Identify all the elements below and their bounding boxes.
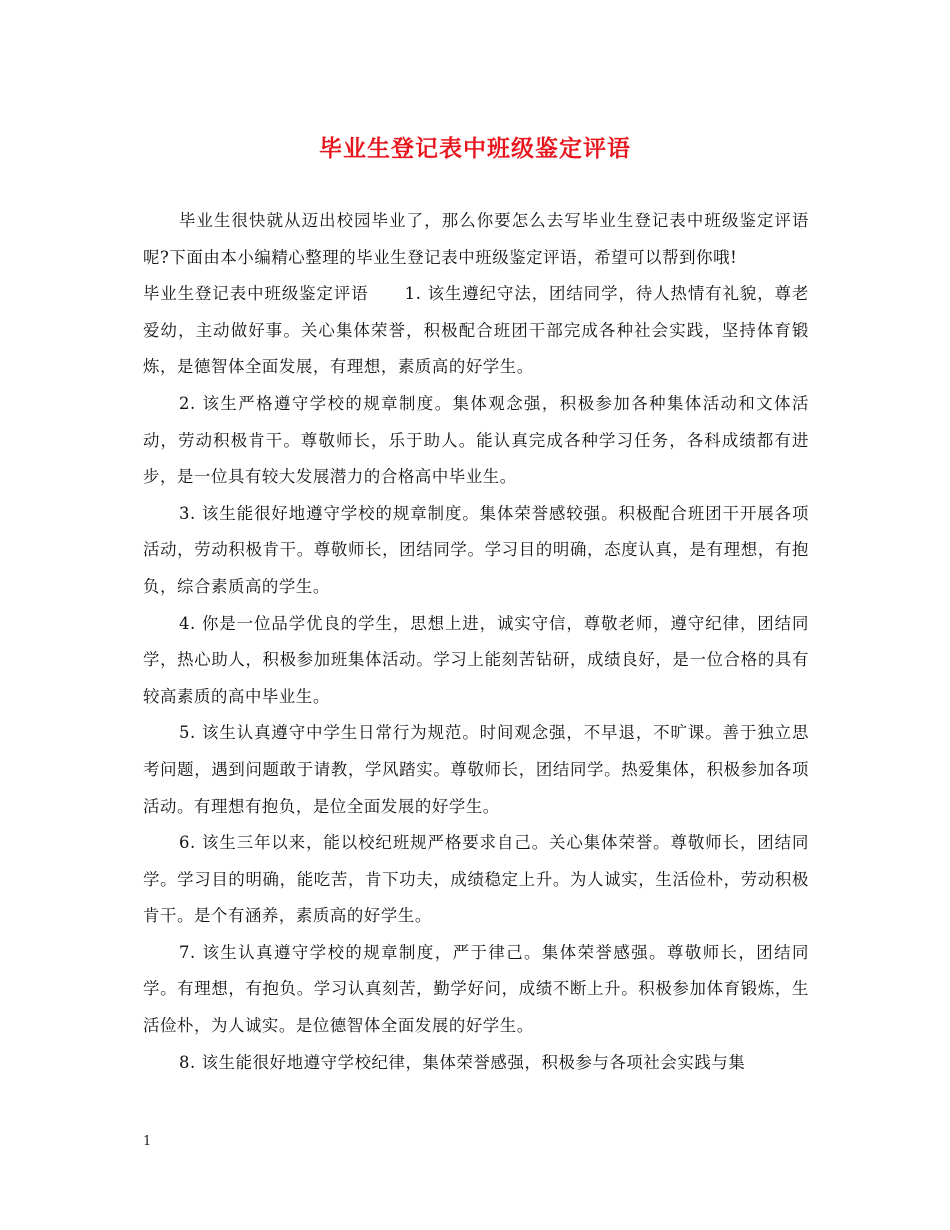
list-item [143,276,809,386]
list-item: 6. 该生三年以来，能以校纪班规严格要求自己。关心集体荣誉。尊敬师长，团结同学。学习目的明确，能吃苦，肯下功夫，成绩稳定上升。为人诚实，生活俭朴，劳动积极肯干。是个有涵养，素质高的好学生。 [143,833,809,926]
list-item: 3. 该生能很好地遵守学校的规章制度。集体荣誉感较强。积极配合班团干开展各项活动，劳动积极肯干。尊敬师长，团结同学。学习目的明确，态度认真，是有理想，有抱负，综合素质高的学生。 [143,503,809,596]
section-heading: 毕业生登记表中班级鉴定评语 [143,284,369,304]
list-item: 5. 该生认真遵守中学生日常行为规范。时间观念强，不早退，不旷课。善于独立思考问题，遇到问题敢于请教，学风踏实。尊敬师长，团结同学。热爱集体，积极参加各项活动。有理想有抱负，是位全面发展的好学生。 [143,723,809,816]
list-item: 2. 该生严格遵守学校的规章制度。集体观念强，积极参加各种集体活动和文体活动，劳动积极肯干。尊敬师长，乐于助人。能认真完成各种学习任务，各科成绩都有进步，是一位具有较大发展潜力的合格高中毕业生。 [143,393,809,487]
document-body [143,203,809,1081]
page-title: 毕业生登记表中班级鉴定评语 [319,136,631,162]
list-item-text: 1. 该生遵纪守法，团结同学，待人热情有礼貌，尊老爱幼，主动做好事。关心集体荣誉，积极配合班团干部完成各种社会实践，坚持体育锻炼，是德智体全面发展，有理想，素质高的好学生。 [143,284,809,377]
intro-paragraph: 毕业生很快就从迈出校园毕业了，那么你要怎么去写毕业生登记表中班级鉴定评语呢?下面由本小编精心整理的毕业生登记表中班级鉴定评语，希望可以帮到你哦! [143,211,809,267]
list-item: 7. 该生认真遵守学校的规章制度，严于律己。集体荣誉感强。尊敬师长，团结同学。有理想，有抱负。学习认真刻苦，勤学好问，成绩不断上升。积极参加体育锻炼，生活俭朴，为人诚实。是位德智体全面发展的好学生。 [143,942,809,1036]
page-number: 1 [143,1134,152,1149]
list-item: 8. 该生能很好地遵守学校纪律，集体荣誉感强，积极参与各项社会实践与集 [179,1052,746,1072]
list-item: 4. 你是一位品学优良的学生，思想上进，诚实守信，尊敬老师，遵守纪律，团结同学，热心助人，积极参加班集体活动。学习上能刻苦钻研，成绩良好，是一位合格的具有较高素质的高中毕业生。 [143,613,809,706]
